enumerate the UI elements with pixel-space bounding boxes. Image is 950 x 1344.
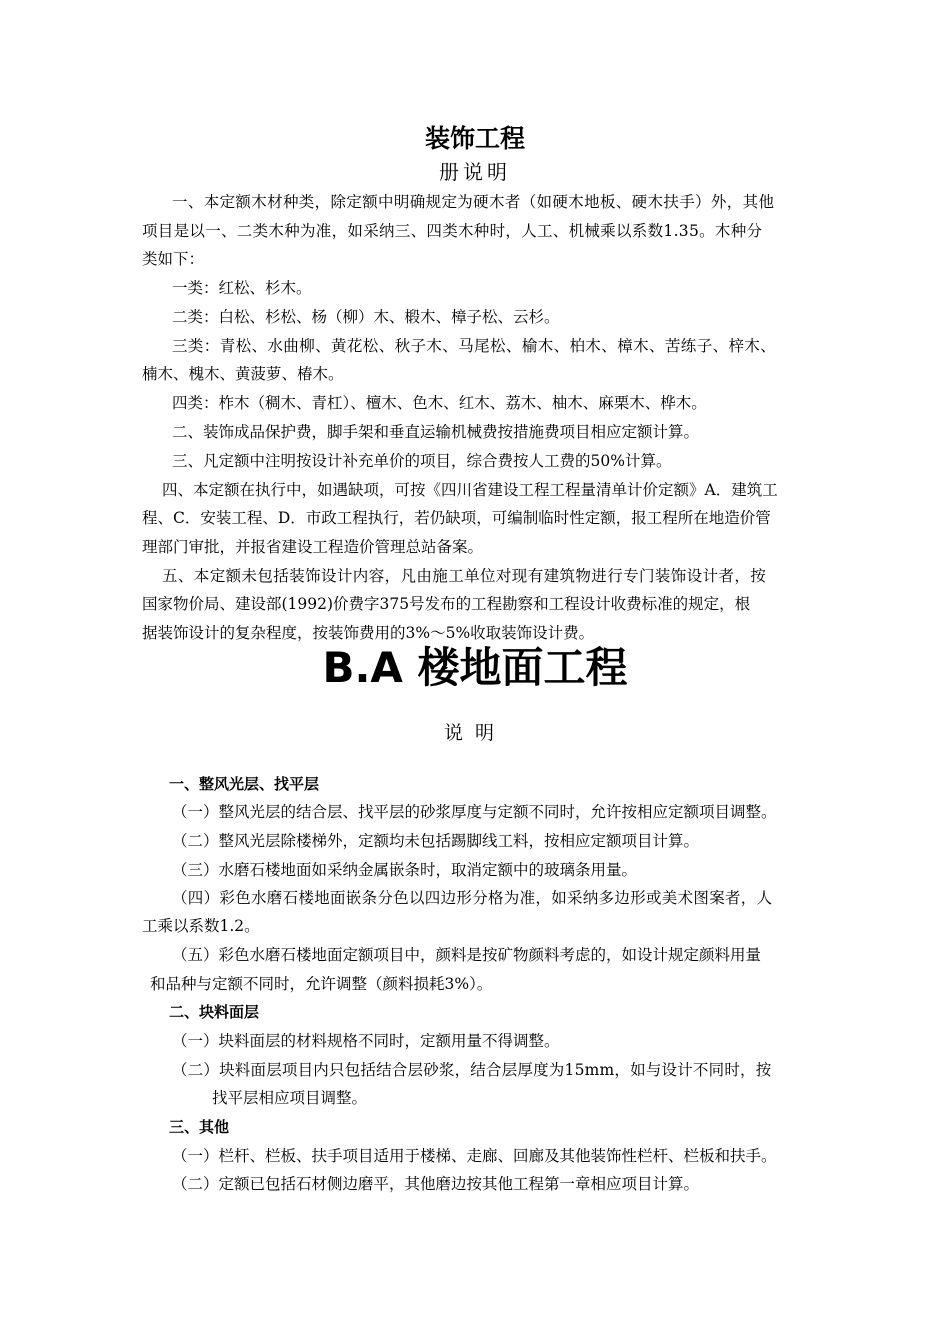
- section-subtitle: 说明: [443, 722, 506, 744]
- paragraph-line: 据装饰设计的复杂程度，按装饰费用的3%～5%收取装饰设计费。: [142, 624, 595, 642]
- paragraph-line: 四、本定额在执行中，如遇缺项，可按《四川省建设工程工程量清单计价定额》A．建筑工: [162, 481, 778, 499]
- paragraph-line: 三、凡定额中注明按设计补充单价的项目，综合费按人工费的50%计算。: [172, 452, 672, 470]
- paragraph-line: 理部门审批，并报省建设工程造价管理总站备案。: [142, 538, 484, 556]
- paragraph-line: 国家物价局、建设部(1992)价费字375号发布的工程勘察和工程设计收费标准的规定，根: [142, 595, 751, 613]
- list-item: （一）块料面层的材料规格不同时，定额用量不得调整。: [172, 1032, 560, 1050]
- paragraph-line: 项目是以一、二类木种为准，如采纳三、四类木种时，人工、机械乘以系数1.35。木种分: [142, 222, 763, 240]
- section-heading: 三、其他: [169, 1118, 230, 1136]
- page-subtitle: 册说明: [439, 160, 511, 184]
- paragraph-line: 楠木、槐木、黄菠萝、椿木。: [142, 365, 344, 383]
- paragraph-line: 类如下：: [142, 250, 205, 268]
- list-item: （五）彩色水磨石楼地面定额项目中，颜料是按矿物颜料考虑的，如设计规定颜料用量: [172, 946, 762, 964]
- list-item: 找平层相应项目调整。: [212, 1089, 368, 1107]
- list-item: 和品种与定额不同时，允许调整（颜料损耗3%）。: [150, 975, 493, 993]
- paragraph-line: 一、本定额木材种类，除定额中明确规定为硬木者（如硬木地板、硬木扶手）外，其他: [172, 193, 775, 211]
- section-title: B.A 楼地面工程: [322, 643, 628, 692]
- list-item: （四）彩色水磨石楼地面嵌条分色以四边形分格为准，如采纳多边形或美术图案者，人: [172, 889, 773, 907]
- list-item: （一）整风光层的结合层、找平层的砂浆厚度与定额不同时，允许按相应定额项目调整。: [172, 803, 777, 821]
- section-heading: 一、整风光层、找平层: [169, 775, 320, 793]
- list-item: 工乘以系数1.2。: [142, 917, 260, 935]
- paragraph-line: 二类：白松、杉松、杨（柳）木、椴木、樟子松、云杉。: [172, 308, 560, 326]
- paragraph-line: 五、本定额未包括装饰设计内容，凡由施工单位对现有建筑物进行专门装饰设计者，按: [162, 567, 767, 585]
- list-item: （二）定额已包括石材侧边磨平，其他磨边按其他工程第一章相应项目计算。: [172, 1175, 700, 1193]
- list-item: （一）栏杆、栏板、扶手项目适用于楼梯、走廊、回廊及其他装饰性栏杆、栏板和扶手。: [172, 1147, 777, 1165]
- paragraph-line: 三类：青松、水曲柳、黄花松、秋子木、马尾松、榆木、柏木、樟木、苦练子、梓木、: [172, 337, 777, 355]
- list-item: （二）整风光层除楼梯外，定额均未包括踢脚线工料，按相应定额项目计算。: [172, 832, 700, 850]
- section-heading: 二、块料面层: [169, 1003, 260, 1021]
- paragraph-line: 程、C．安装工程、D．市政工程执行，若仍缺项，可编制临时性定额，报工程所在地造价管: [142, 509, 771, 527]
- page-title: 装饰工程: [424, 124, 525, 153]
- paragraph-line: 二、装饰成品保护费，脚手架和垂直运输机械费按措施费项目相应定额计算。: [172, 423, 700, 441]
- list-item: （二）块料面层项目内只包括结合层砂浆，结合层厚度为15mm，如与设计不同时，按: [172, 1061, 772, 1079]
- paragraph-line: 一类：红松、杉木。: [172, 279, 312, 297]
- list-item: （三）水磨石楼地面如采纳金属嵌条时，取消定额中的玻璃条用量。: [172, 861, 638, 879]
- paragraph-line: 四类：柞木（稠木、青杠）、檀木、色木、红木、荔木、柚木、麻栗木、桦木。: [172, 394, 707, 412]
